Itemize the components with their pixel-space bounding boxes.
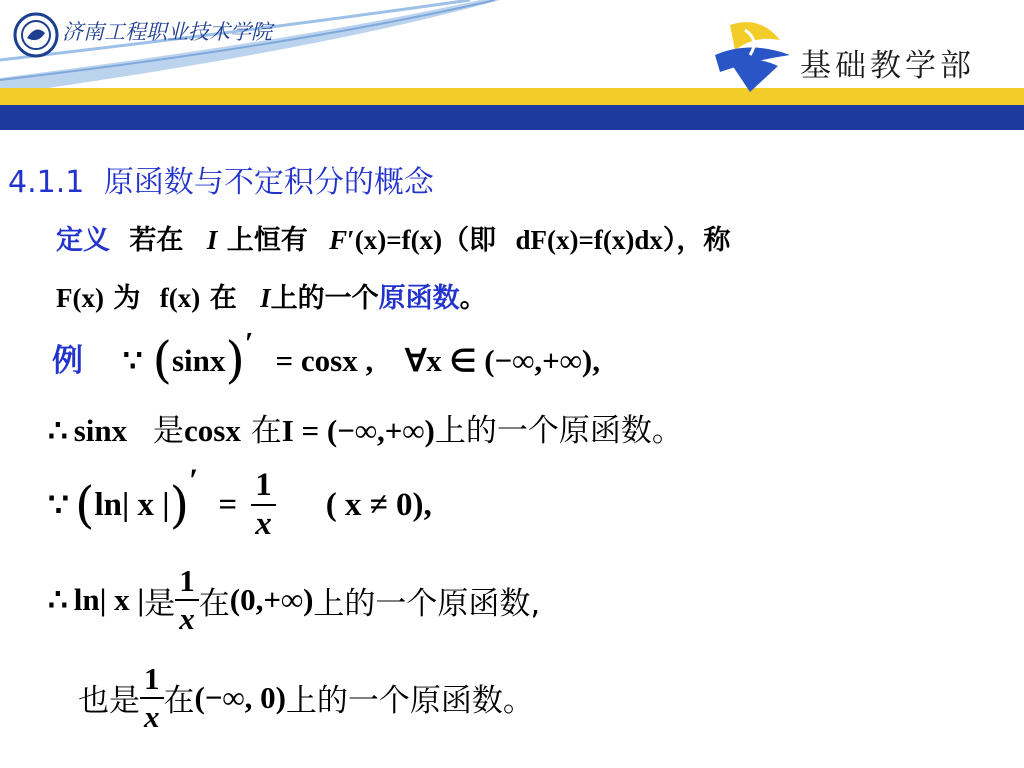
example-label: 例 <box>52 343 83 379</box>
definition-text: 为 <box>113 283 141 314</box>
definition-label: 定义 <box>56 225 110 256</box>
example-line-2 <box>48 405 683 450</box>
example-text: 是 <box>153 413 185 449</box>
example-text: 在 <box>198 585 230 622</box>
definition-text: ），称 <box>662 225 731 256</box>
math-symbol: ′ <box>189 462 199 499</box>
math-expression: ln| x | <box>73 582 145 617</box>
section-number: 4.1.1 <box>8 165 85 200</box>
math-symbol: I <box>206 225 218 255</box>
math-expression: (x)=f(x) <box>354 225 443 255</box>
math-expression: (0,+∞) <box>229 582 314 617</box>
math-expression: ( x ≠ 0), <box>325 486 432 523</box>
definition-text: 上恒有 <box>226 225 308 256</box>
fraction-numerator: 1 <box>251 467 276 506</box>
example-line-3 <box>48 455 432 555</box>
math-paren: ( <box>75 476 95 534</box>
definition-line-1 <box>56 218 730 257</box>
math-expression: I = (−∞,+∞) <box>281 413 435 448</box>
section-title: 原函数与不定积分的概念 <box>103 165 434 200</box>
slide-header <box>0 0 1024 135</box>
defined-term: 原函数 <box>378 283 460 314</box>
math-symbol: F <box>329 225 348 255</box>
definition-text: 上的一个 <box>270 283 379 314</box>
math-expression: cosx <box>184 413 241 448</box>
math-expression: sinx <box>171 343 226 378</box>
fraction <box>140 661 164 735</box>
math-symbol: ∴ <box>48 413 68 448</box>
fraction-numerator: 1 <box>140 661 164 699</box>
math-paren: ( <box>152 331 172 389</box>
math-symbol: ∴ <box>48 582 68 617</box>
fraction <box>175 563 199 637</box>
department-name: 基础教学部 <box>800 48 975 84</box>
definition-text: 在 <box>209 283 237 314</box>
definition-text: （即 <box>442 225 497 256</box>
math-symbol: ∵ <box>122 343 143 378</box>
math-paren: ) <box>225 331 245 389</box>
math-expression: = cosx , <box>275 343 374 378</box>
math-expression: sinx <box>73 413 128 448</box>
example-text: 也是 <box>78 683 140 719</box>
example-line-4 <box>48 555 540 645</box>
math-expression: F(x) <box>56 283 104 313</box>
math-symbol: d <box>515 225 531 255</box>
school-name: 济南工程职业技术学院 <box>62 20 272 44</box>
fraction-denominator: x <box>255 506 272 542</box>
math-expression: F(x)=f(x)dx <box>530 225 663 255</box>
example-text: 在 <box>163 683 195 719</box>
example-text: 上的一个原函数。 <box>434 413 683 449</box>
math-expression: f(x) <box>159 283 201 313</box>
math-equals: = <box>218 486 238 523</box>
school-emblem-icon <box>15 14 57 56</box>
math-symbol: ∵ <box>48 488 69 524</box>
definition-line-2 <box>56 276 487 315</box>
math-paren: ) <box>169 476 190 534</box>
example-text: 在 <box>250 413 282 449</box>
section-heading <box>8 157 434 201</box>
fraction <box>251 467 276 543</box>
example-line-5 <box>78 650 534 745</box>
math-symbol: ′ <box>347 225 355 255</box>
math-symbol: I <box>260 283 271 313</box>
example-text: 是 <box>144 585 176 622</box>
math-symbol: ′ <box>244 325 254 360</box>
math-expression: ln| x | <box>94 486 170 523</box>
math-expression: ∀x ∈ (−∞,+∞), <box>405 343 600 378</box>
example-text: 上的一个原函数。 <box>285 683 534 719</box>
fraction-denominator: x <box>179 601 195 636</box>
math-expression: (−∞, 0) <box>194 679 286 715</box>
example-line-1 <box>52 325 600 389</box>
fraction-numerator: 1 <box>175 563 199 601</box>
example-text: 上的一个原函数, <box>313 585 541 622</box>
definition-text: 若在 <box>129 225 184 256</box>
fraction-denominator: x <box>144 698 160 734</box>
definition-text: 。 <box>459 283 487 314</box>
